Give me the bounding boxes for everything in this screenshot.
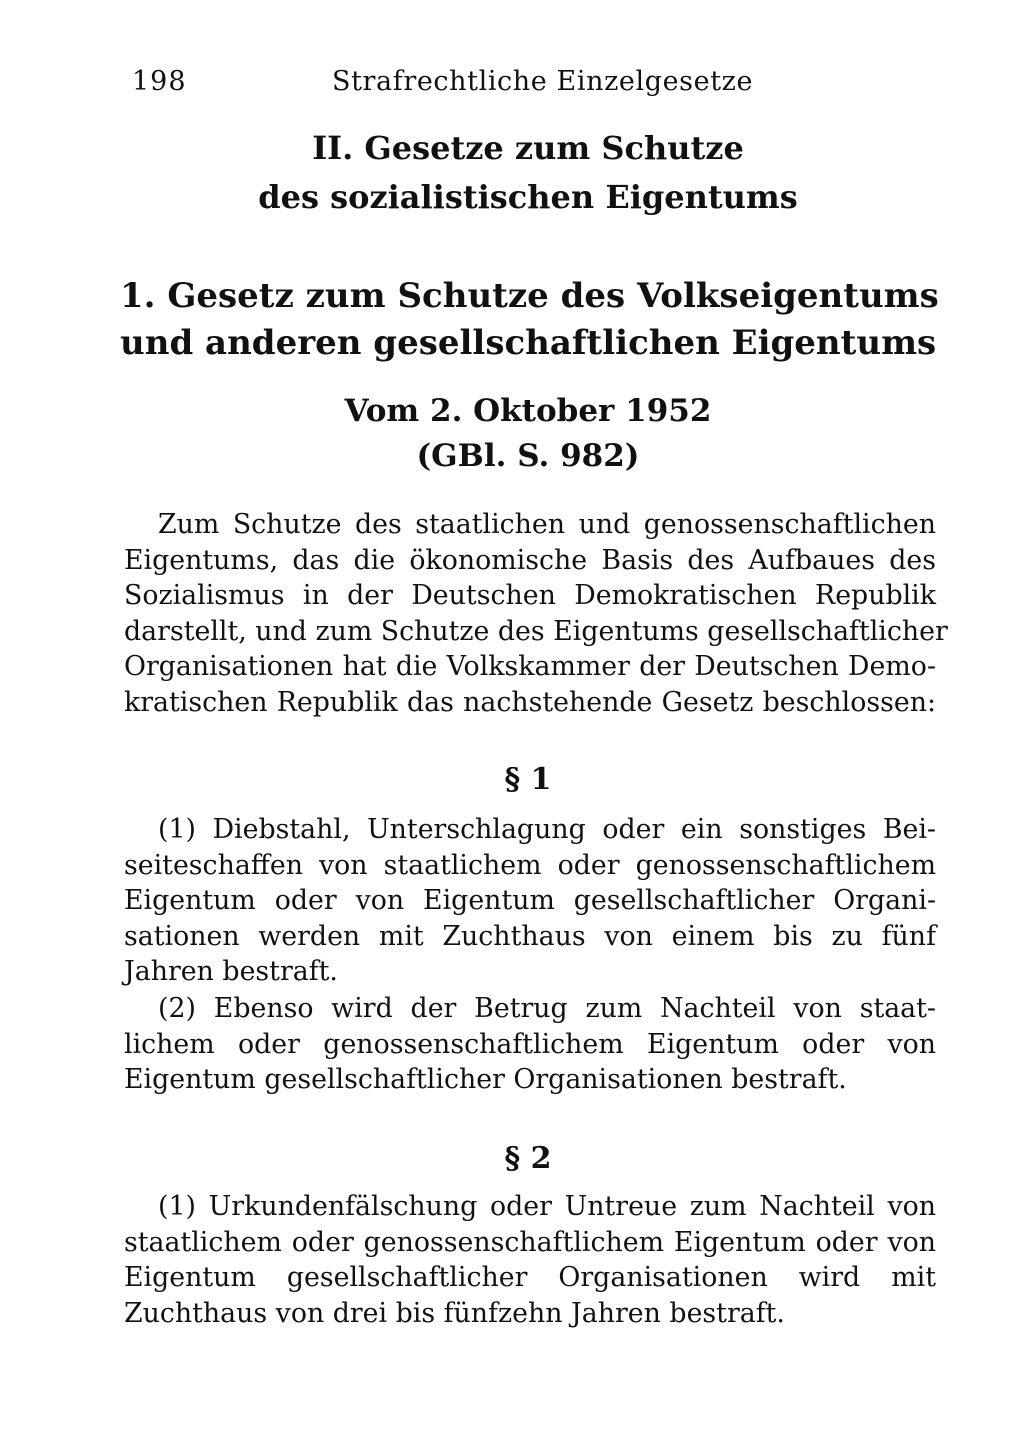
preamble-line: Organisationen hat die Volkskammer der Deutschen Demo- [124,651,936,682]
paragraph-line: (2) Ebenso wird der Betrug zum Nachteil von staat- [158,993,936,1024]
running-title: Strafrechtliche Einzelgesetze [332,66,754,97]
preamble-line: kratischen Republik das nachstehende Gesetz beschlossen: [124,686,936,718]
preamble-line: darstellt, und zum Schutze des Eigentums gesellschaftlicher [124,615,948,647]
law-date: Vom 2. Oktober 1952 [344,393,712,429]
part-heading-line-2: des sozialistischen Eigentums [258,178,798,216]
preamble-line: Eigentums, das die ökonomische Basis des Aufbaues des [124,544,936,576]
section-1-heading: § 1 [504,762,552,797]
section-2-heading: § 2 [504,1141,552,1176]
preamble [124,507,948,720]
section-1-paragraph-2 [124,991,936,1098]
paragraph-line: Eigentum oder von Eigentum gesellschaftlicher Organi- [124,885,936,916]
preamble-line: Sozialismus in der Deutschen Demokratischen Republik [124,580,936,611]
paragraph-line: Eigentum gesellschaftlicher Organisationen wird mit [124,1262,936,1293]
paragraph-line: (1) Urkundenfälschung oder Untreue zum Nachteil von [158,1191,936,1222]
paragraph-line: sationen werden mit Zuchthaus von einem bis zu fünf [124,920,936,952]
section-1-paragraph-1 [124,812,936,990]
page-number: 198 [132,66,187,97]
paragraph-line: Zuchthaus von drei bis fünfzehn Jahren bestraft. [124,1297,785,1329]
paragraph-line: Eigentum gesellschaftlicher Organisationen bestraft. [124,1064,847,1095]
paragraph-line: (1) Diebstahl, Unterschlagung oder ein sonstiges Bei- [158,814,936,845]
section-2-paragraph-1 [124,1189,936,1331]
law-title-line-2: und anderen gesellschaftlichen Eigentums [120,323,937,363]
law-title-line-1: 1. Gesetz zum Schutze des Volkseigentums [120,276,939,316]
paragraph-line: lichem oder genossenschaftlichem Eigentum oder von [124,1028,936,1060]
preamble-line: Zum Schutze des staatlichen und genossenschaftlichen [158,509,936,540]
law-source-citation: (GBl. S. 982) [416,438,640,474]
part-heading-line-1: II. Gesetze zum Schutze [312,129,744,167]
paragraph-line: Jahren bestraft. [124,956,338,987]
page-header [120,66,754,106]
paragraph-line: seiteschaffen von staatlichem oder genossenschaftlichem [124,849,936,881]
paragraph-line: staatlichem oder genossenschaftlichem Eigentum oder von [124,1226,936,1258]
